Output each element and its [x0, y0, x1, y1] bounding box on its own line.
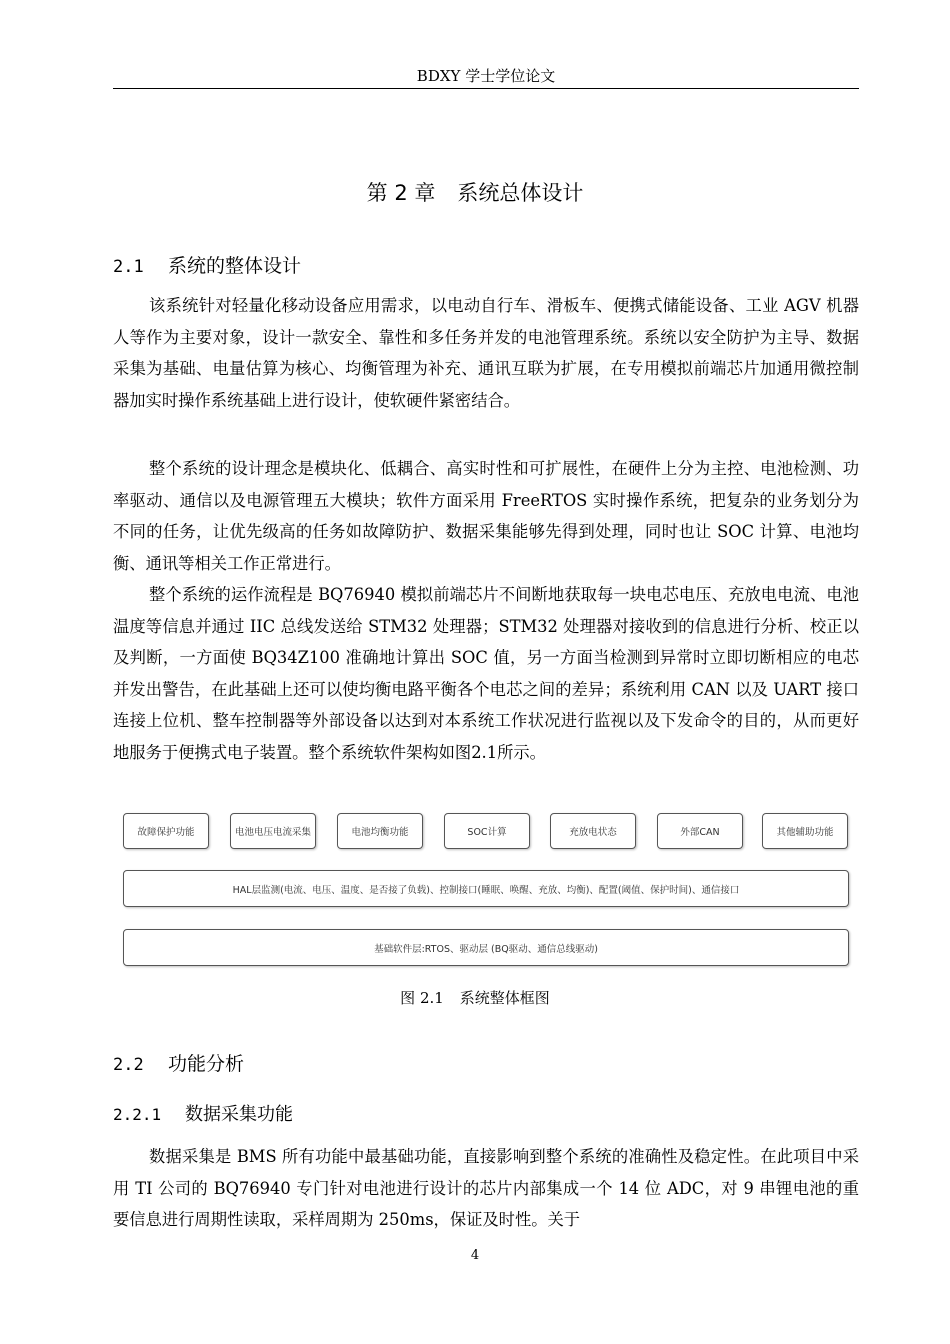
paragraph: 整个系统的运作流程是 BQ76940 模拟前端芯片不间断地获取每一块电芯电压、充放电电流、电池温度等信息并通过 IIC 总线发送给 STM32 处理器；STM32 处理器对接收到的信息进行分析、校正以及判断，一方面使 BQ34Z100 准确地计算出 SOC 值，另一方面当检测到异常时立即切断相应的电芯并发出警告，在此基础上还可以使均衡电路平衡各个电芯之间的差异；系统利用 CAN 以及 UART 接口连接上位机、整车控制器等外部设备以达到对本系统工作状况进行监视以及下发命令的目的，从而更好地服务于便携式电子装置。整个系统软件架构如图2.1所示。 [113, 585, 859, 762]
running-header: BDXY 学士学位论文 [416, 67, 556, 85]
subsection-heading-2-2-1 [113, 1102, 293, 1128]
page-number: 4 [470, 1248, 480, 1263]
section-title: 系统的整体设计 [168, 255, 302, 277]
header-divider [113, 88, 859, 89]
system-architecture-figure [118, 806, 856, 972]
paragraph: 数据采集是 BMS 所有功能中最基础功能，直接影响到整个系统的准确性及稳定性。在此项目中采用 TI 公司的 BQ76940 专门针对电池进行设计的芯片内部集成一个 14 位 ADC，对 9 串锂电池的重要信息进行周期性读取，采样周期为 250ms，保证及时性。关于 [113, 1147, 859, 1230]
module-box: 电池均衡功能 [337, 813, 423, 849]
figure-number: 图 2.1 [400, 989, 444, 1007]
figure-caption-text: 系统整体框图 [459, 989, 550, 1007]
section-number: 2.2 [113, 1055, 144, 1075]
module-box: 其他辅助功能 [762, 813, 848, 849]
paragraph: 整个系统的设计理念是模块化、低耦合、高实时性和可扩展性，在硬件上分为主控、电池检测、功率驱动、通信以及电源管理五大模块；软件方面采用 FreeRTOS 实时操作系统，把复杂的业务划分为不同的任务，让优先级高的任务如故障防护、数据采集能够先得到处理，同时也让 SOC 计算、电池均衡、通讯等相关工作正常进行。 [113, 459, 859, 573]
figure-caption [0, 986, 950, 1010]
hal-layer-box: HAL层监测(电流、电压、温度、是否接了负载)、控制接口(睡眠、唤醒、充放、均衡)、配置(阈值、保护时间)、通信接口 [123, 870, 849, 907]
base-software-layer-box: 基础软件层:RTOS、驱动层 (BQ驱动、通信总线驱动) [123, 929, 849, 966]
section-title: 功能分析 [168, 1053, 245, 1075]
chapter-title [0, 178, 950, 208]
module-box: 外部CAN [657, 813, 743, 849]
subsection-number: 2.2.1 [113, 1105, 162, 1124]
chapter-title-text: 系统总体设计 [457, 181, 584, 205]
module-box: 充放电状态 [550, 813, 636, 849]
paragraph: 该系统针对轻量化移动设备应用需求，以电动自行车、滑板车、便携式储能设备、工业 AGV 机器人等作为主要对象，设计一款安全、靠性和多任务并发的电池管理系统。系统以安全防护为主导、数据采集为基础、电量估算为核心、均衡管理为补充、通讯互联为扩展，在专用模拟前端芯片加通用微控制器加实时操作系统基础上进行设计，使软硬件紧密结合。 [113, 296, 859, 410]
chapter-number: 第 2 章 [366, 181, 436, 205]
module-box: 电池电压电流采集 [230, 813, 316, 849]
module-box: 故障保护功能 [123, 813, 209, 849]
module-box: SOC计算 [444, 813, 530, 849]
section-number: 2.1 [113, 257, 144, 277]
section-heading-2-1 [113, 253, 301, 280]
subsection-title: 数据采集功能 [185, 1104, 293, 1125]
section-heading-2-2 [113, 1051, 244, 1078]
